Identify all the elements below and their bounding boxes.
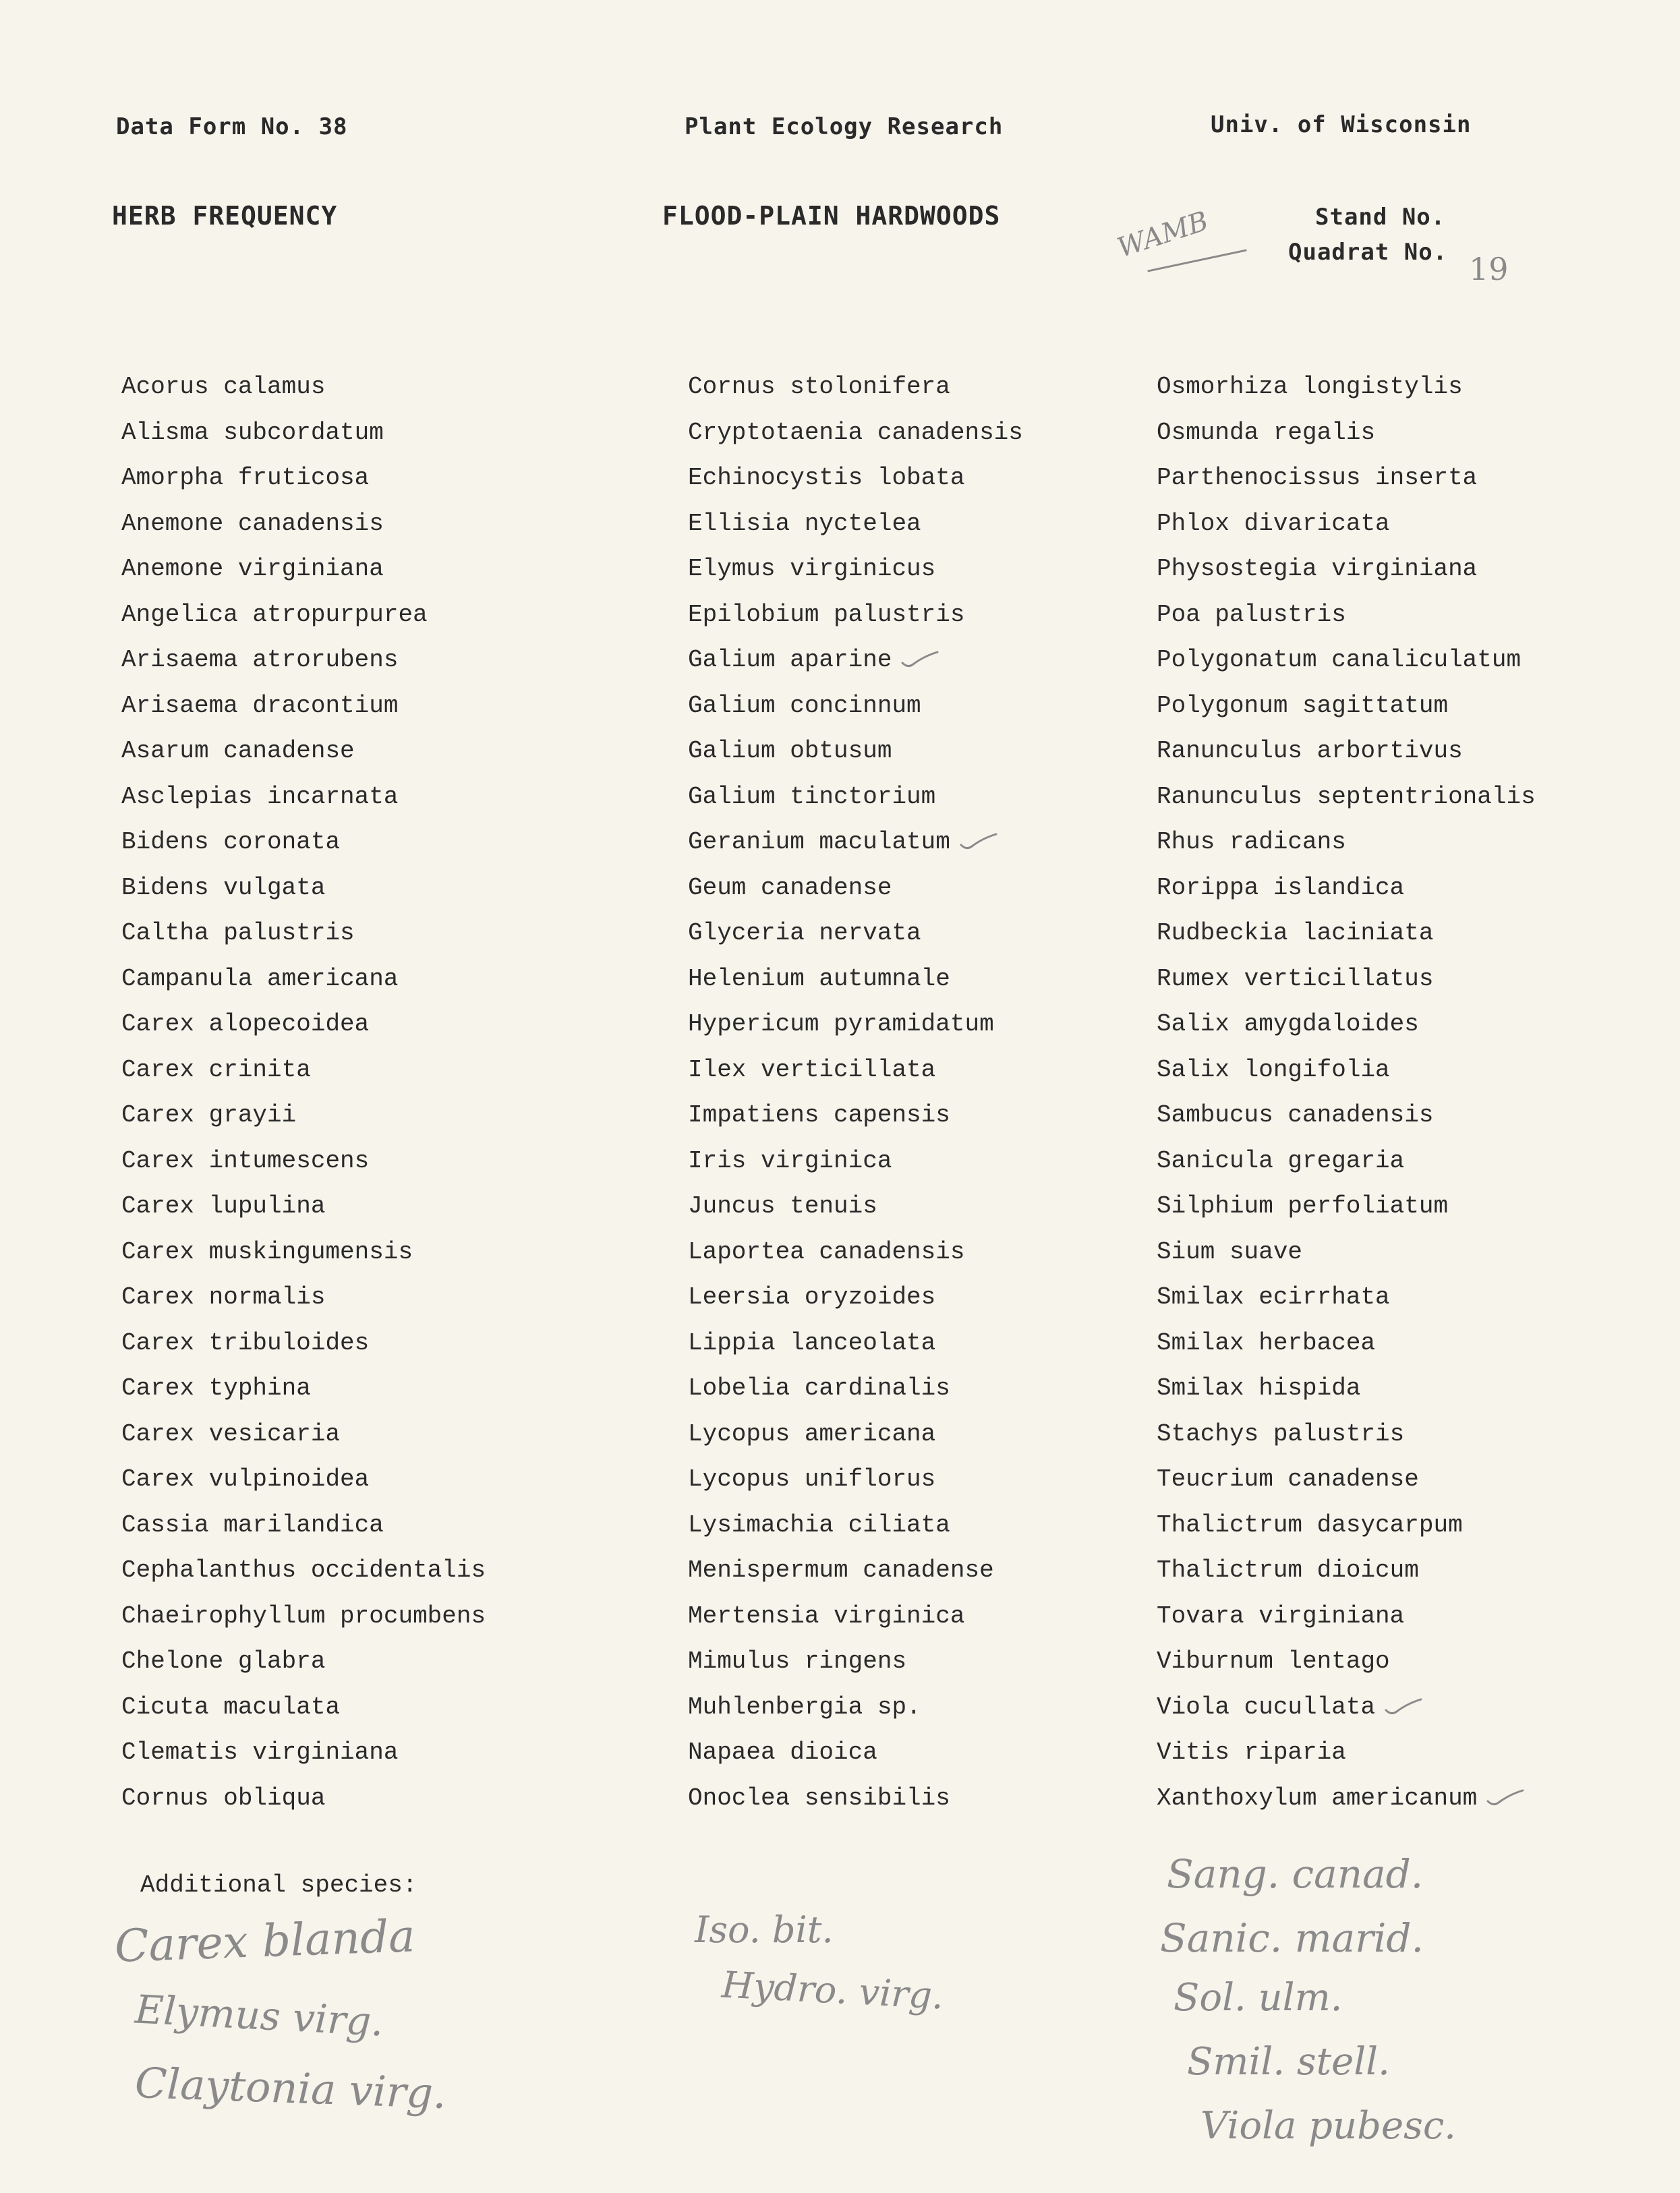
species-name: Physostegia virginiana [1157, 555, 1478, 583]
species-item [688, 1411, 1023, 1457]
species-name: Carex grayii [121, 1101, 297, 1129]
species-name: Parthenocissus inserta [1157, 464, 1478, 492]
species-item [688, 1776, 1023, 1821]
handwritten-species: Sol. ulm. [1174, 1976, 1343, 2020]
species-item [1157, 910, 1536, 956]
species-name: Ranunculus septentrionalis [1157, 782, 1536, 811]
handwritten-species: Viola pubesc. [1200, 2104, 1456, 2148]
species-item [688, 1138, 1023, 1184]
species-name: Salix amygdaloides [1157, 1010, 1419, 1038]
species-item [1157, 956, 1536, 1002]
species-item [688, 1183, 1023, 1229]
species-name: Rhus radicans [1157, 828, 1346, 856]
species-name: Anemone canadensis [121, 509, 384, 537]
species-name: Arisaema atrorubens [121, 646, 399, 674]
species-name: Smilax hispida [1157, 1374, 1361, 1402]
species-name: Carex vesicaria [121, 1420, 341, 1448]
species-item [688, 1092, 1023, 1138]
species-name: Galium tinctorium [688, 782, 936, 811]
species-name: Rumex verticillatus [1157, 964, 1434, 993]
species-name: Geum canadense [688, 873, 892, 902]
species-name: Carex normalis [121, 1283, 326, 1311]
species-item [1157, 1639, 1536, 1685]
species-name: Smilax ecirrhata [1157, 1283, 1390, 1311]
species-item [121, 1639, 486, 1685]
species-item [1157, 1183, 1536, 1229]
species-item [688, 592, 1023, 638]
species-item [688, 956, 1023, 1002]
species-item [1157, 1320, 1536, 1366]
species-item [688, 1229, 1023, 1275]
species-name: Stachys palustris [1157, 1420, 1405, 1448]
species-name: Onoclea sensibilis [688, 1784, 950, 1812]
species-name: Cornus obliqua [121, 1784, 326, 1812]
species-item [688, 364, 1023, 410]
species-item [688, 455, 1023, 501]
species-item [121, 410, 486, 456]
species-name: Rudbeckia laciniata [1157, 919, 1434, 947]
species-item [1157, 637, 1536, 683]
species-name: Lobelia cardinalis [688, 1374, 950, 1402]
species-name: Iris virginica [688, 1146, 892, 1175]
species-name: Rorippa islandica [1157, 873, 1405, 902]
species-item [1157, 1502, 1536, 1548]
species-name: Galium aparine [688, 646, 892, 674]
species-item [688, 683, 1023, 729]
species-name: Mertensia virginica [688, 1602, 965, 1630]
species-name: Thalictrum dioicum [1157, 1556, 1419, 1584]
species-name: Xanthoxylum americanum [1157, 1784, 1478, 1812]
species-item [121, 1457, 486, 1502]
species-name: Chelone glabra [121, 1647, 326, 1675]
stand-handwritten: WAMB [1113, 205, 1213, 264]
species-item [688, 637, 1023, 683]
species-item [121, 1593, 486, 1639]
species-name: Echinocystis lobata [688, 464, 965, 492]
species-item [121, 592, 486, 638]
species-name: Polygonum sagittatum [1157, 691, 1449, 720]
species-name: Ranunculus arbortivus [1157, 737, 1463, 765]
species-name: Silphium perfoliatum [1157, 1192, 1449, 1220]
species-name: Carex lupulina [121, 1192, 326, 1220]
species-name: Lycopus americana [688, 1420, 936, 1448]
species-name: Bidens vulgata [121, 873, 326, 902]
species-name: Lysimachia ciliata [688, 1511, 950, 1539]
species-name: Carex tribuloides [121, 1328, 370, 1357]
species-name: Chaeirophyllum procumbens [121, 1602, 486, 1630]
species-item [1157, 410, 1536, 456]
species-item [1157, 1092, 1536, 1138]
species-item [688, 1366, 1023, 1411]
species-name: Helenium autumnale [688, 964, 950, 993]
species-item [121, 1776, 486, 1821]
species-name: Salix longifolia [1157, 1055, 1390, 1084]
species-name: Sanicula gregaria [1157, 1146, 1405, 1175]
check-mark-icon [1383, 1695, 1424, 1718]
species-name: Napaea dioica [688, 1738, 877, 1766]
species-name: Asclepias incarnata [121, 782, 399, 811]
species-name: Menispermum canadense [688, 1556, 994, 1584]
species-name: Polygonatum canaliculatum [1157, 646, 1522, 674]
species-item [688, 1639, 1023, 1685]
handwritten-species: Hydro. virg. [720, 1963, 945, 2018]
additional-species-label: Additional species: [140, 1871, 417, 1899]
species-item [1157, 1001, 1536, 1047]
species-item [1157, 501, 1536, 547]
species-item [121, 1366, 486, 1411]
species-item [1157, 1776, 1536, 1821]
species-item [688, 546, 1023, 592]
check-mark-icon [900, 648, 940, 671]
species-name: Mimulus ringens [688, 1647, 907, 1675]
species-item [121, 1730, 486, 1776]
quadrat-number-label: Quadrat No. [1288, 239, 1448, 266]
species-name: Galium obtusum [688, 737, 892, 765]
species-item [121, 774, 486, 820]
species-item [121, 637, 486, 683]
species-name: Smilax herbacea [1157, 1328, 1376, 1357]
species-item [121, 683, 486, 729]
species-name: Laportea canadensis [688, 1237, 965, 1266]
species-name: Cryptotaenia canadensis [688, 418, 1023, 446]
stand-number-label: Stand No. [1315, 204, 1446, 231]
species-name: Osmunda regalis [1157, 418, 1376, 446]
species-item [1157, 455, 1536, 501]
species-name: Ellisia nyctelea [688, 509, 921, 537]
species-column-3 [1157, 364, 1536, 1821]
handwritten-species: Carex blanda [113, 1910, 416, 1972]
species-item [121, 1183, 486, 1229]
species-item [121, 1548, 486, 1593]
species-name: Anemone virginiana [121, 555, 384, 583]
species-item [1157, 1275, 1536, 1320]
species-name: Angelica atropurpurea [121, 600, 428, 628]
species-name: Cassia marilandica [121, 1511, 384, 1539]
species-item [121, 819, 486, 865]
species-name: Bidens coronata [121, 828, 341, 856]
species-name: Caltha palustris [121, 919, 355, 947]
species-item [1157, 1229, 1536, 1275]
species-name: Galium concinnum [688, 691, 921, 720]
species-name: Geranium maculatum [688, 828, 950, 856]
species-item [1157, 728, 1536, 774]
species-name: Impatiens capensis [688, 1101, 950, 1129]
species-name: Clematis virginiana [121, 1738, 399, 1766]
species-name: Carex typhina [121, 1374, 311, 1402]
species-item [1157, 1548, 1536, 1593]
species-item [121, 501, 486, 547]
species-item [121, 1411, 486, 1457]
species-name: Carex alopecoidea [121, 1010, 370, 1038]
species-name: Vitis riparia [1157, 1738, 1346, 1766]
species-item [1157, 683, 1536, 729]
species-item [1157, 1685, 1536, 1730]
stand-underline [1147, 249, 1246, 272]
species-item [121, 364, 486, 410]
species-item [688, 910, 1023, 956]
species-name: Poa palustris [1157, 600, 1346, 628]
species-name: Lycopus uniflorus [688, 1465, 936, 1493]
quadrat-handwritten: 19 [1469, 251, 1509, 287]
handwritten-species: Claytonia virg. [134, 2057, 447, 2119]
species-item [1157, 1411, 1536, 1457]
species-item [121, 956, 486, 1002]
species-item [121, 1229, 486, 1275]
species-item [688, 1548, 1023, 1593]
species-item [121, 1320, 486, 1366]
form-number: Data Form No. 38 [116, 113, 348, 140]
species-name: Carex crinita [121, 1055, 311, 1084]
species-item [1157, 1730, 1536, 1776]
species-name: Osmorhiza longistylis [1157, 373, 1463, 401]
species-name: Hypericum pyramidatum [688, 1010, 994, 1038]
species-name: Asarum canadense [121, 737, 355, 765]
species-name: Acorus calamus [121, 373, 326, 401]
species-name: Teucrium canadense [1157, 1465, 1419, 1493]
species-item [688, 865, 1023, 911]
species-name: Elymus virginicus [688, 555, 936, 583]
species-item [688, 1502, 1023, 1548]
species-item [1157, 1366, 1536, 1411]
university-name: Univ. of Wisconsin [1211, 111, 1472, 138]
species-item [688, 1457, 1023, 1502]
check-mark-icon [958, 830, 999, 853]
species-name: Glyceria nervata [688, 919, 921, 947]
species-name: Tovara virginiana [1157, 1602, 1405, 1630]
species-name: Cephalanthus occidentalis [121, 1556, 486, 1584]
species-name: Carex intumescens [121, 1146, 370, 1175]
handwritten-species: Smil. stell. [1187, 2040, 1390, 2084]
species-item [121, 1138, 486, 1184]
species-item [688, 1275, 1023, 1320]
species-column-2 [688, 364, 1023, 1821]
species-name: Lippia lanceolata [688, 1328, 936, 1357]
species-item [1157, 364, 1536, 410]
species-item [1157, 1593, 1536, 1639]
species-item [688, 1047, 1023, 1093]
species-name: Campanula americana [121, 964, 399, 993]
species-item [121, 1502, 486, 1548]
research-title: Plant Ecology Research [685, 113, 1004, 140]
species-item [688, 1730, 1023, 1776]
species-item [688, 501, 1023, 547]
species-item [121, 728, 486, 774]
species-item [121, 1001, 486, 1047]
species-name: Leersia oryzoides [688, 1283, 936, 1311]
species-item [1157, 819, 1536, 865]
species-name: Juncus tenuis [688, 1192, 877, 1220]
herb-frequency-title: HERB FREQUENCY [112, 201, 338, 231]
handwritten-species: Iso. bit. [695, 1908, 834, 1951]
species-name: Carex vulpinoidea [121, 1465, 370, 1493]
species-name: Viola cucullata [1157, 1693, 1376, 1721]
species-name: Sambucus canadensis [1157, 1101, 1434, 1129]
species-item [1157, 774, 1536, 820]
species-name: Ilex verticillata [688, 1055, 936, 1084]
species-item [688, 1685, 1023, 1730]
species-name: Epilobium palustris [688, 600, 965, 628]
species-name: Amorpha fruticosa [121, 464, 370, 492]
species-item [1157, 1047, 1536, 1093]
species-item [1157, 865, 1536, 911]
species-name: Sium suave [1157, 1237, 1303, 1266]
species-item [1157, 592, 1536, 638]
handwritten-species: Sanic. marid. [1160, 1915, 1424, 1961]
species-name: Cicuta maculata [121, 1693, 341, 1721]
species-item [688, 728, 1023, 774]
species-name: Arisaema dracontium [121, 691, 399, 720]
species-column-1 [121, 364, 486, 1821]
species-item [121, 546, 486, 592]
species-item [688, 1593, 1023, 1639]
species-item [688, 1001, 1023, 1047]
species-item [1157, 1138, 1536, 1184]
species-name: Phlox divaricata [1157, 509, 1390, 537]
species-name: Cornus stolonifera [688, 373, 950, 401]
species-item [1157, 1457, 1536, 1502]
species-name: Thalictrum dasycarpum [1157, 1511, 1463, 1539]
species-item [121, 1092, 486, 1138]
species-name: Alisma subcordatum [121, 418, 384, 446]
species-name: Viburnum lentago [1157, 1647, 1390, 1675]
check-mark-icon [1485, 1786, 1526, 1809]
species-item [121, 910, 486, 956]
species-item [121, 865, 486, 911]
species-item [688, 410, 1023, 456]
species-name: Muhlenbergia sp. [688, 1693, 921, 1721]
species-item [121, 455, 486, 501]
handwritten-species: Sang. canad. [1167, 1851, 1424, 1897]
species-item [688, 1320, 1023, 1366]
handwritten-species: Elymus virg. [134, 1986, 385, 2045]
species-item [688, 774, 1023, 820]
species-item [121, 1047, 486, 1093]
species-item [688, 819, 1023, 865]
species-item [1157, 546, 1536, 592]
community-title: FLOOD-PLAIN HARDWOODS [662, 201, 1001, 231]
species-name: Carex muskingumensis [121, 1237, 413, 1266]
species-item [121, 1275, 486, 1320]
species-item [121, 1685, 486, 1730]
